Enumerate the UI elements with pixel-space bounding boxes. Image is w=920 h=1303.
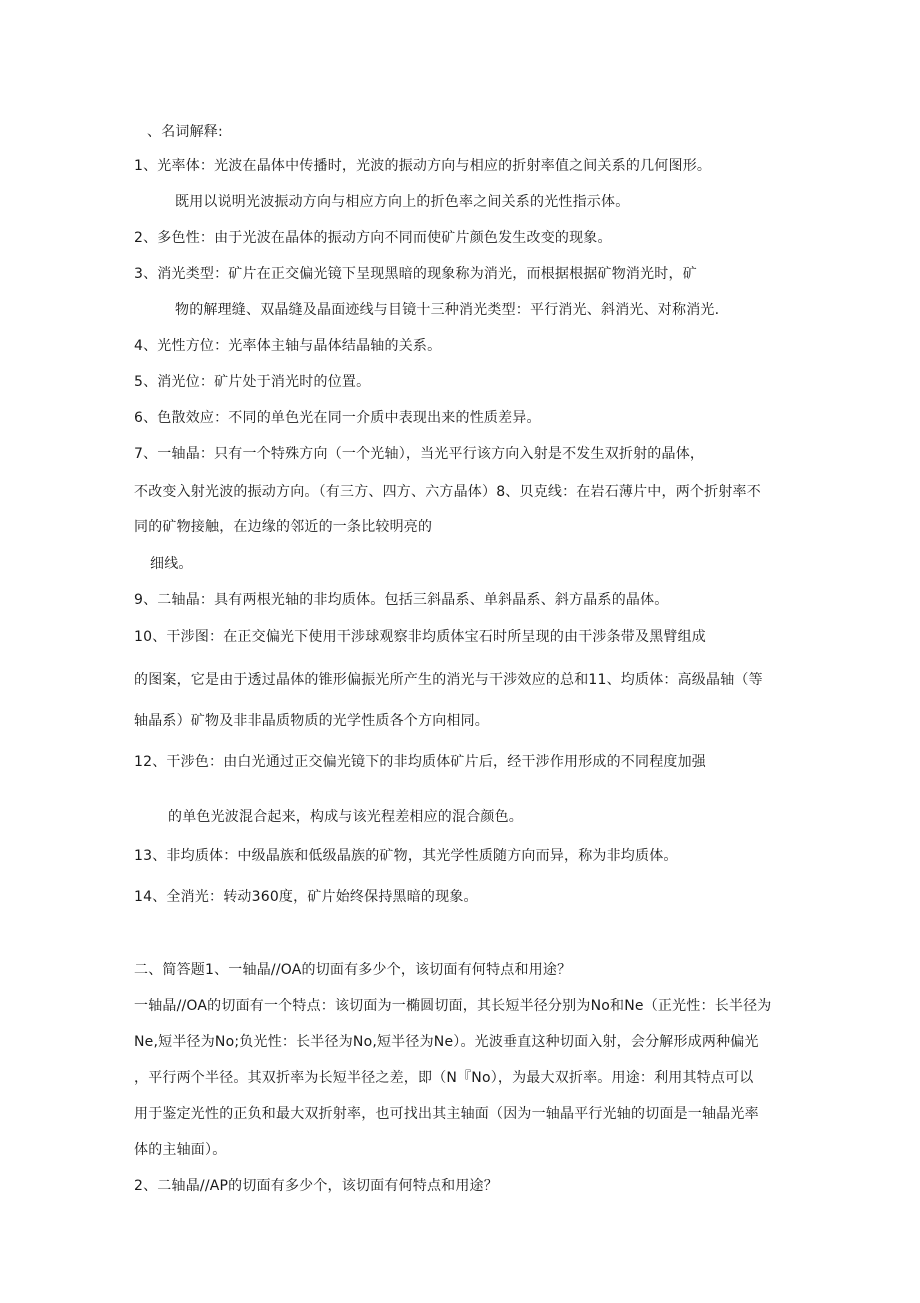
term-1: 1、光率体：光波在晶体中传播时，光波的振动方向与相应的折射率值之间关系的几何图形。 <box>134 158 712 174</box>
term-1-cont: 既用以说明光波振动方向与相应方向上的折色率之间关系的光性指示体。 <box>175 194 630 210</box>
term-10-cont: 的图案，它是由于透过晶体的锥形偏振光所产生的消光与干涉效应的总和11、均质体：高级晶轴（等 <box>134 672 763 688</box>
term-8-end: 细线。 <box>150 556 193 572</box>
answer-1-line-3: ，平行两个半径。其双折率为长短半径之差，即（N『No），为最大双折率。用途：利用其特点可以 <box>134 1070 754 1086</box>
term-9: 9、二轴晶：具有两根光轴的非均质体。包括三斜晶系、单斜晶系、斜方晶系的晶体。 <box>134 592 669 608</box>
term-7-cont: 不改变入射光波的振动方向。（有三方、四方、六方晶体）8、贝克线：在岩石薄片中，两个折射率不 <box>134 484 761 500</box>
question-1: 二、简答题1、一轴晶//OA的切面有多少个，该切面有何特点和用途？ <box>134 962 572 978</box>
term-11-cont: 轴晶系）矿物及非非晶质物质的光学性质各个方向相同。 <box>134 713 489 729</box>
term-3: 3、消光类型：矿片在正交偏光镜下呈现黑暗的现象称为消光，而根据根据矿物消光时，矿 <box>134 266 697 282</box>
term-4: 4、光性方位：光率体主轴与晶体结晶轴的关系。 <box>134 338 442 354</box>
term-8-cont: 同的矿物接触，在边缘的邻近的一条比较明亮的 <box>134 519 433 535</box>
term-2: 2、多色性：由于光波在晶体的振动方向不同而使矿片颜色发生改变的现象。 <box>134 230 612 246</box>
section-heading: 、名词解释: <box>147 124 223 140</box>
term-14: 14、全消光：转动360度，矿片始终保持黑暗的现象。 <box>134 889 478 905</box>
answer-1-line-1: 一轴晶//OA的切面有一个特点：该切面为一椭圆切面，其长短半径分别为No和Ne（正光性：长半径为 <box>134 998 772 1014</box>
term-10: 10、干涉图：在正交偏光下使用干涉球观察非均质体宝石时所呈现的由干涉条带及黑臂组成 <box>134 629 707 645</box>
term-12: 12、干涉色：由白光通过正交偏光镜下的非均质体矿片后，经干涉作用形成的不同程度加强 <box>134 754 707 770</box>
term-12-cont: 的单色光波混合起来，构成与该光程差相应的混合颜色。 <box>168 809 523 825</box>
term-13: 13、非均质体：中级晶族和低级晶族的矿物，其光学性质随方向而异，称为非均质体。 <box>134 848 678 864</box>
answer-1-line-5: 体的主轴面）。 <box>134 1142 227 1158</box>
term-5: 5、消光位：矿片处于消光时的位置。 <box>134 374 371 390</box>
term-6: 6、色散效应：不同的单色光在同一介质中表现出来的性质差异。 <box>134 410 541 426</box>
term-7: 7、一轴晶：只有一个特殊方向（一个光轴），当光平行该方向入射是不发生双折射的晶体， <box>134 446 705 462</box>
question-2: 2、二轴晶//AP的切面有多少个，该切面有何特点和用途？ <box>134 1178 498 1194</box>
answer-1-line-2: Ne,短半径为No;负光性：长半径为No,短半径为Ne）。光波垂直这种切面入射，会分解形成两种偏光 <box>134 1034 759 1050</box>
term-3-cont: 物的解理缝、双晶缝及晶面迹线与目镜十三种消光类型：平行消光、斜消光、对称消光. <box>175 302 720 318</box>
answer-1-line-4: 用于鉴定光性的正负和最大双折射率，也可找出其主轴面（因为一轴晶平行光轴的切面是一轴晶光率 <box>134 1106 759 1122</box>
